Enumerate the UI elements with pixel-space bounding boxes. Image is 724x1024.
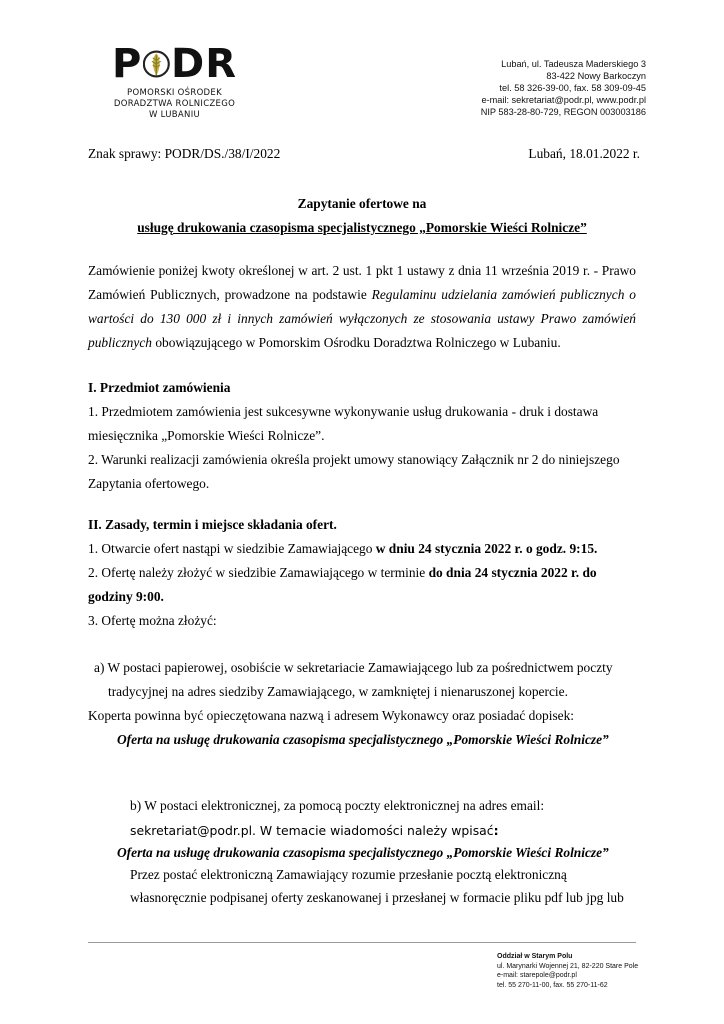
address-line: Lubań, ul. Tadeusza Maderskiego 3 (501, 59, 646, 69)
section1-line: Zapytania ofertowego. (88, 476, 210, 491)
address-line: e-mail: sekretariat@podr.pl, www.podr.pl (481, 95, 646, 105)
section1-line: 1. Przedmiotem zamówienia jest sukcesywne wykonywanie usług drukowania - druk i dostawa (88, 404, 599, 419)
logo-subtitle-line: DORADZTWA ROLNICZEGO (113, 99, 236, 109)
intro-italic-text: publicznych (88, 335, 152, 350)
address-line: NIP 583-28-80-729, REGON 003003186 (480, 107, 646, 117)
case-reference: Znak sprawy: PODR/DS./38/I/2022 (88, 146, 281, 161)
logo-letter-p: P (112, 41, 143, 87)
section2-line (88, 565, 597, 581)
footer-divider (88, 942, 636, 943)
section2-line: 3. Ofertę można złożyć: (88, 613, 217, 628)
section2-line: godziny 9:00. (88, 589, 164, 604)
section-heading: II. Zasady, termin i miejsce składania ofert. (88, 517, 337, 532)
logo-subtitle-line: W LUBANIU (148, 110, 201, 120)
option-b-line: własnoręcznie podpisanej oferty zeskanowanej i przesłanej w formacie pliku pdf lub jpg lub (130, 890, 624, 905)
option-b-colon: : (493, 823, 499, 838)
option-b-line (130, 822, 499, 840)
envelope-inscription: Oferta na usługę drukowania czasopisma specjalistycznego „Pomorskie Wieści Rolnicze” (117, 732, 609, 747)
logo-wordmark (112, 41, 237, 87)
intro-paragraph (88, 259, 636, 355)
section2-text: 2. Ofertę należy złożyć w siedzibie Zamawiającego w terminie (88, 565, 429, 580)
podr-logo (112, 41, 237, 121)
email-subject-inscription: Oferta na usługę drukowania czasopisma specjalistycznego „Pomorskie Wieści Rolnicze” (117, 845, 609, 860)
address-line: tel. 58 326-39-00, fax. 58 309-09-45 (499, 83, 646, 93)
place-date: Lubań, 18.01.2022 r. (528, 146, 640, 161)
section1-line: 2. Warunki realizacji zamówienia określa projekt umowy stanowiący Załącznik nr 2 do niniejszego (88, 452, 620, 467)
section2-text: 1. Otwarcie ofert nastąpi w siedzibie Zamawiającego (88, 541, 376, 556)
intro-line (88, 283, 636, 307)
footer-line: tel. 55 270-11-00, fax. 55 270-11-62 (497, 981, 608, 989)
doc-subtitle: usługę drukowania czasopisma specjalistycznego „Pomorskie Wieści Rolnicze” (137, 220, 587, 235)
section-heading: I. Przedmiot zamówienia (88, 380, 231, 395)
option-a-line: a) W postaci papierowej, osobiście w sekretariacie Zamawiającego lub za pośrednictwem poczty (94, 660, 613, 675)
option-b-text: . W temacie wiadomości należy wpisać (252, 823, 494, 838)
intro-text: obowiązującego w Pomorskim Ośrodku Doradztwa Rolniczego w Lubaniu. (151, 335, 561, 350)
address-line: 83-422 Nowy Barkoczyn (546, 71, 646, 81)
intro-italic-text: Regulaminu udzielania zamówień publicznych o (371, 287, 636, 302)
option-a-line: Koperta powinna być opieczętowana nazwą i adresem Wykonawcy oraz posiadać dopisek: (88, 708, 575, 723)
email-address: sekretariat@podr.pl (130, 823, 253, 838)
deadline-date: do dnia 24 stycznia 2022 r. do (428, 565, 597, 580)
wheat-leaf-icon (143, 46, 170, 82)
intro-text: Zamówień Publicznych, prowadzone na podstawie (88, 287, 372, 302)
footer-line: e-mail: starepole@podr.pl (497, 972, 577, 979)
logo-letters-dr: DR (170, 41, 237, 87)
doc-title: Zapytanie ofertowe na (297, 196, 427, 211)
intro-line: wartości do 130 000 zł i innych zamówień wyłączonych ze stosowania ustawy Prawo zamówień (88, 311, 636, 326)
option-b-line: b) W postaci elektronicznej, za pomocą poczty elektronicznej na adres email: (130, 798, 545, 813)
footer-branch-address (497, 952, 638, 990)
logo-subtitle-line: POMORSKI OŚRODEK (127, 88, 222, 98)
option-a-line: tradycyjnej na adres siedziby Zamawiającego, w zamkniętej i nienaruszonej kopercie. (108, 684, 568, 699)
intro-line: Zamówienie poniżej kwoty określonej w art. 2 ust. 1 pkt 1 ustawy z dnia 11 września 2019 r. - Prawo (88, 263, 636, 278)
option-b-line: Przez postać elektroniczną Zamawiający rozumie przesłanie pocztą elektroniczną (130, 867, 567, 882)
logo-subtitle (112, 88, 237, 121)
opening-date: w dniu 24 stycznia 2022 r. o godz. 9:15. (375, 541, 598, 556)
section2-line (88, 541, 597, 557)
footer-branch-name: Oddział w Starym Polu (497, 953, 573, 960)
header-address (481, 58, 646, 118)
footer-line: ul. Marynarki Wojennej 21, 82-220 Stare Pole (497, 962, 639, 970)
section1-line: miesięcznika „Pomorskie Wieści Rolnicze”. (88, 428, 325, 443)
intro-line (88, 331, 636, 355)
